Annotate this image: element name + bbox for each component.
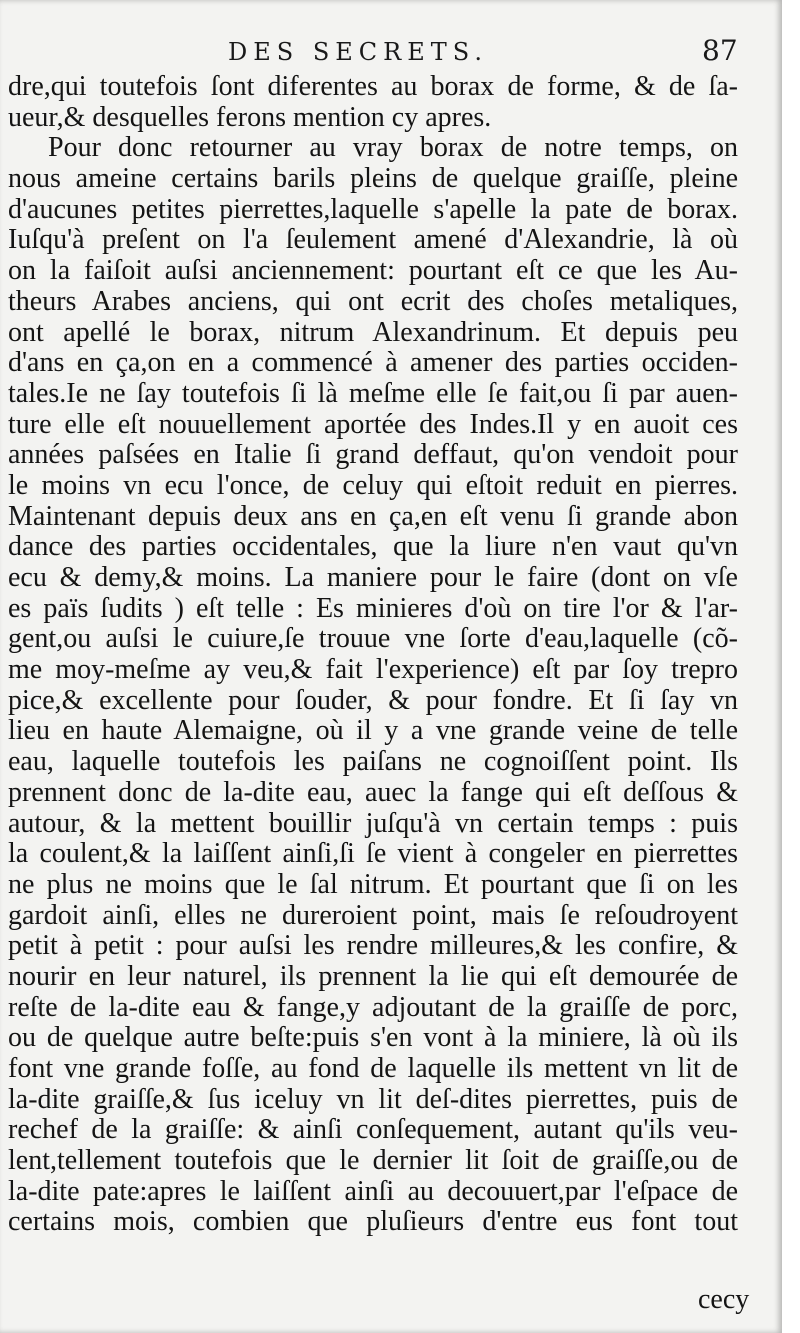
text-line: me moy-meſme ay veu,& fait l'experience) eſt par ſoy trepro bbox=[8, 654, 738, 686]
text-line: pice,& excellente pour ſouder, & pour fondre. Et ſi ſay vn bbox=[8, 684, 738, 716]
text-line: ont apellé le borax, nitrum Alexandrinum. Et depuis peu bbox=[8, 316, 738, 348]
text-line: Maintenant depuis deux ans en ça,en eſt venu ſi grande abon bbox=[8, 500, 738, 532]
page-number: 87 bbox=[702, 34, 738, 67]
text-line: la coulent,& la laiſſent ainſi,ſi ſe vient à congeler en pierrettes bbox=[8, 838, 738, 870]
text-line: dre,qui toutefois ſont diferentes au borax de forme, & de ſa- bbox=[8, 71, 738, 102]
text-line: reſte de la-dite eau & fange,y adjoutant de la graiſſe de porc, bbox=[8, 991, 738, 1023]
text-line: tales.Ie ne ſay toutefois ſi là meſme elle ſe fait,ou ſi par auen- bbox=[8, 377, 738, 409]
text-line: ne plus ne moins que le ſal nitrum. Et pourtant que ſi on les bbox=[8, 868, 738, 900]
text-line: la-dite pate:apres le laiſſent ainſi au decouuert,par l'eſpace de bbox=[8, 1175, 738, 1207]
text-line: ecu & demy,& moins. La maniere pour le faire (dont on vſe bbox=[8, 562, 738, 593]
text-line: ueur,& desquelles ferons mention cy apres. bbox=[8, 101, 492, 133]
text-line: gent,ou auſsi le cuiure,ſe trouue vne ſorte d'eau,laquelle (cõ- bbox=[8, 623, 738, 655]
text-line: prennent donc de la-dite eau, auec la fange qui eſt deſſous & bbox=[8, 776, 738, 808]
text-line: dance des parties occidentales, que la liure n'en vaut qu'vn bbox=[8, 531, 738, 563]
text-line: d'ans en ça,on en a commencé à amener des parties occiden- bbox=[8, 347, 738, 379]
text-line: certains mois, combien que pluſieurs d'entre eus font tout bbox=[8, 1206, 738, 1238]
text-line: rechef de la graiſſe: & ainſi conſequement, autant qu'ils veu- bbox=[8, 1114, 738, 1146]
text-line: ture elle eſt nouuellement aportée des Indes.Il y en auoit ces bbox=[8, 408, 738, 440]
text-line: lent,tellement toutefois que le dernier lit ſoit de graiſſe,ou de bbox=[8, 1145, 738, 1177]
text-line: autour, & la mettent bouillir juſqu'à vn certain temps : puis bbox=[8, 807, 738, 839]
text-line: gardoit ainſi, elles ne dureroient point, mais ſe reſoudroyent bbox=[8, 899, 738, 931]
page-margin bbox=[782, 0, 800, 1333]
text-line: on la faiſoit auſsi anciennement: pourtant eſt ce que les Au- bbox=[8, 255, 738, 287]
text-line: le moins vn ecu l'once, de celuy qui eſtoit reduit en pierres. bbox=[8, 469, 738, 501]
text-line: nourir en leur naturel, ils prennent la lie qui eſt demourée de bbox=[8, 960, 738, 992]
text-line: font vne grande foſſe, au fond de laquelle ils mettent vn lit de bbox=[8, 1053, 738, 1084]
paragraph-start-line: Pour donc retourner au vray borax de notre temps, on bbox=[48, 132, 738, 164]
text-line: années paſsées en Italie ſi grand deffaut, qu'on vendoit pour bbox=[8, 439, 738, 471]
text-line: es païs ſudits ) eſt telle : Es minieres d'où on tire l'or & l'ar- bbox=[8, 592, 738, 624]
text-line: petit à petit : pour auſsi les rendre milleures,& les confire, & bbox=[8, 930, 738, 962]
body-text bbox=[8, 72, 738, 1238]
running-head-title: DES SECRETS. bbox=[228, 38, 488, 66]
text-line: Iuſqu'à preſent on l'a ſeulement amené d'Alexandrie, là où bbox=[8, 224, 738, 256]
text-line: d'aucunes petites pierrettes,laquelle s'apelle la pate de borax. bbox=[8, 193, 738, 225]
text-line: eau, laquelle toutefois les paiſans ne cognoiſſent point. Ils bbox=[8, 746, 738, 778]
text-line: la-dite graiſſe,& ſus iceluy vn lit deſ-dites pierrettes, puis de bbox=[8, 1083, 738, 1115]
text-line: lieu en haute Alemaigne, où il y a vne grande veine de telle bbox=[8, 715, 738, 747]
text-line: nous ameine certains barils pleins de quelque graiſſe, pleine bbox=[8, 163, 738, 195]
text-line: theurs Arabes anciens, qui ont ecrit des choſes metaliques, bbox=[8, 285, 738, 317]
catchword: cecy bbox=[698, 1284, 750, 1315]
text-line: ou de quelque autre beſte:puis s'en vont à la miniere, là où ils bbox=[8, 1022, 738, 1054]
running-head bbox=[0, 34, 782, 74]
